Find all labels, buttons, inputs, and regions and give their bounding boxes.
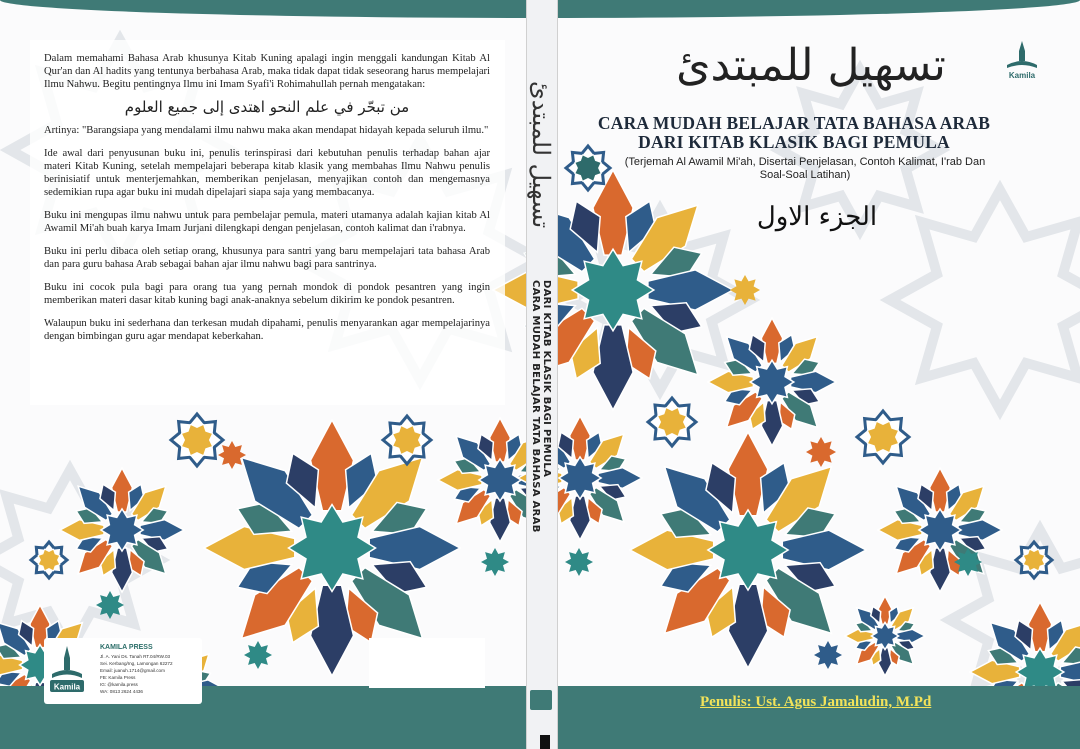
pattern-accent-star [954, 548, 982, 576]
pattern-star-center [750, 360, 794, 404]
publisher-instagram: IG: @kamila.press [100, 682, 138, 687]
spine-title [526, 280, 556, 680]
front-logo-text: Kamila [1008, 71, 1036, 80]
pattern-petal [630, 530, 714, 570]
kamila-logo-icon [1004, 40, 1040, 84]
pattern-star-center [871, 622, 898, 649]
pattern-accent-star [565, 548, 593, 576]
front-arabic-title: تسهيل للمبتدئ [676, 40, 946, 91]
publisher-logo-icon [48, 644, 86, 696]
publisher-email: Email: juanuh.1714@gmail.com [100, 668, 165, 673]
spine-logo-icon [530, 690, 552, 710]
publisher-address-line: Jl. A. Yani Ds. Tanah RT.04/RW.03 [100, 654, 171, 659]
pattern-petal [728, 432, 768, 516]
publisher-address-line: Sei. Kerbang/Ing, Lamongan 62272 [100, 661, 173, 666]
pattern-star-center [559, 457, 601, 499]
author-line: Penulis: Ust. Agus Jamaludin, M.Pd [700, 694, 932, 710]
blurb-paragraph-3: Ide awal dari penyusunan buku ini, penulis terinspirasi dari kebutuhan penulis terhadap bahan ajar materi Kitab Kuning, setelah mempelajari beberapa kitab klasik yang membahas Ilmu Nahwu penulis berinisiatif untuk menterjemahkan, memberikan penjelasan, menyajikan contoh dan mengemasnya sedemikian rupa agar buku ini mudah dipelajari siapa saja yang membacanya. [44, 148, 490, 198]
volume-label: الجزء الاول [756, 202, 878, 232]
back-cover-blurb [44, 52, 490, 353]
pattern-star-center [919, 509, 961, 551]
publisher-whatsapp: WA: 0813 2624 4436 [100, 689, 143, 694]
front-subtitle: (Terjemah Al Awamil Mi'ah, Disertai Penjelasan, Contoh Kalimat, I'rab Dan Soal-Soal Latihan) [624, 156, 986, 181]
blurb-paragraph-5: Buku ini perlu dibaca oleh setiap orang, khusunya para santri yang baru mempelajari tata bahasa Arab dan para guru bahasa Arab sebagai bahan ajar ilmu nahwu bagi para santrinya. [44, 246, 490, 270]
publisher-facebook: FB: Kamila Press [100, 675, 136, 680]
pattern-accent-star [730, 275, 760, 305]
spine-bottom-mark [540, 735, 550, 749]
pattern-accent-star [814, 641, 842, 669]
front-title [584, 114, 1004, 152]
spine-arabic-title-text: تسهيل للمبتدئ [527, 81, 555, 229]
spine-arabic-title [526, 40, 556, 270]
blurb-paragraph-4: Buku ini mengupas ilmu nahwu untuk para pembelajar pemula, materi utamanya adalah kajian kitab Al Awamil Mi'ah buah karya Imam Jurjani dilengkapi dengan penjelasan, contoh kalimat dan i'rabnya. [44, 210, 490, 234]
blurb-paragraph-6: Buku ini cocok pula bagi para orang tua yang pernah mondok di pondok pesantren yang ingin memberikan materi dasar kitab kuning bagi anak-anaknya sebelum dikirim ke pondok pesantren. [44, 282, 490, 306]
pattern-accent-star [806, 437, 836, 467]
spine-title-line1: CARA MUDAH BELAJAR TATA BAHASA ARAB [530, 280, 541, 533]
back-cover [0, 0, 526, 749]
publisher-logo-text: Kamila [53, 682, 81, 692]
spine-title-line2: DARI KITAB KLASIK BAGI PEMULA [541, 280, 552, 478]
publisher-name: KAMILA PRESS [100, 644, 153, 651]
pattern-star-center [572, 249, 654, 331]
front-title-line2: DARI KITAB KLASIK BAGI PEMULA [638, 132, 950, 152]
pattern-petal [728, 584, 768, 668]
pattern-faint-outline [890, 190, 1080, 410]
barcode-area [369, 638, 485, 688]
arabic-quote: من تبحّر في علم النحو اهتدى إلى جميع العلوم [124, 98, 410, 116]
pattern-petal [782, 530, 866, 570]
blurb-paragraph-1: Dalam memahami Bahasa Arab khusunya Kitab Kuning apalagi ingin menggali kandungan Kitab Al Qur'an dan Al hadits yang tentunya berbahasa Arab, maka tidak dapat tidak seseorang harus mempelajari Ilmu Nahwu. Begitu pentingnya Ilmu ini Imam Syafi'i Rohimahullah pernah mengatakan: [44, 53, 490, 90]
pattern-star-center [708, 510, 788, 590]
blurb-paragraph-7: Walaupun buku ini sederhana dan terkesan mudah dipahami, penulis menyarankan agar mempelajarinya dengan bimbingan guru agar mendapat keberkahan. [44, 318, 490, 342]
blurb-paragraph-2: Artinya: "Barangsiapa yang mendalami ilmu nahwu maka akan mendapat hidayah kepada seluruh ilmu." [44, 125, 489, 136]
front-title-line1: CARA MUDAH BELAJAR TATA BAHASA ARAB [597, 113, 991, 133]
